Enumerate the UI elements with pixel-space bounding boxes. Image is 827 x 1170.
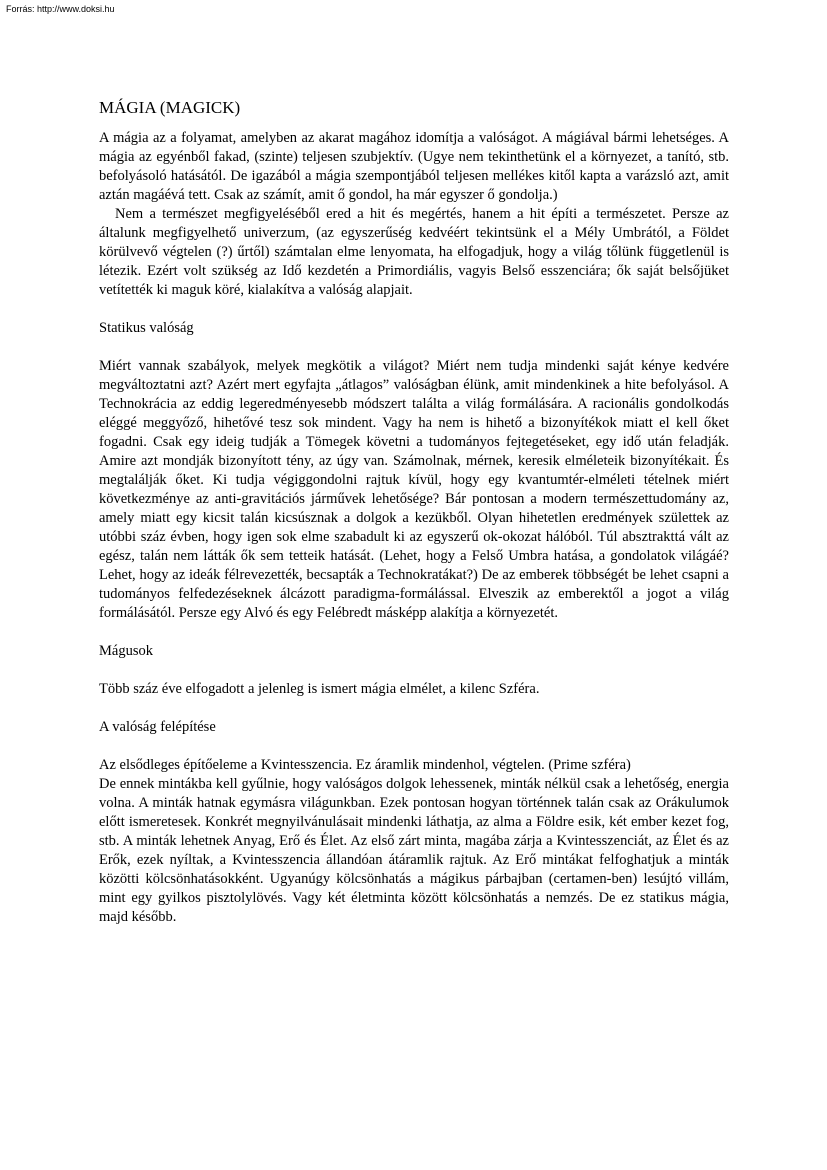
document-page <box>99 97 729 927</box>
mages-paragraph: Több száz éve elfogadott a jelenleg is ismert mágia elmélet, a kilenc Szféra. <box>99 681 540 697</box>
section-heading-static-reality: Statikus valóság <box>99 320 194 336</box>
intro-paragraph-2: Nem a természet megfigyeléséből ered a hit és megértés, hanem a hit építi a természetet. Persze az általunk megfigyelhető univerzum, (az egyszerűség kedvéért tekintsünk el a Mély Umbrától, a Földet körülvevő végtelen (?) űrtől) számtalan elme lenyomata, ha elfogadjuk, hogy a világ tőlünk függetlenül is létezik. Ezért volt szükség az Idő kezdetén a Primordiális, vagyis Belső esszenciára; ők saját belsőjüket vetítették ki maguk köré, kialakítva a valóság alapjait. <box>99 206 729 298</box>
intro-paragraph-1: A mágia az a folyamat, amelyben az akarat magához idomítja a valóságot. A mágiával bármi lehetséges. A mágia az egyénből fakad, (szinte) teljesen szubjektív. (Ugye nem tekinthetünk el a környezet, a tanító, stb. befolyásoló hatásától. De igazából a mágia szempontjából teljesen mellékes kitől kapta a varázsló azt, amit aztán magáévá tett. Csak az számít, amit ő gondol, ha már egyszer ő gondolja.) <box>99 130 729 203</box>
section-heading-reality-structure: A valóság felépítése <box>99 719 216 735</box>
section-heading-mages: Mágusok <box>99 643 153 659</box>
reality-structure-paragraph-2: De ennek mintákba kell gyűlnie, hogy valóságos dolgok lehessenek, minták nélkül csak a lehetőség, energia volna. A minták hatnak egymásra világunkban. Ezek pontosan hogyan történnek talán csak az Orákulumok előtt ismeretesek. Konkrét megnyilvánulásait mindenki láthatja, az alma a Földre esik, két ember kezet fog, stb. A minták lehetnek Anyag, Erő és Élet. Az első zárt minta, magába zárja a Kvintesszenciát, az Élet és az Erők, ezek nyíltak, a Kvintesszencia állandóan átáramlik rajtuk. Az Erő mintákat felfoghatjuk a minták közötti kölcsönhatásokként. Ugyanúgy kölcsönhatás a mágikus párbajban (certamen-ben) lesújtó villám, mint egy gyilkos pisztolylövés. Vagy két életminta között kölcsönhatás a nemzés. De ez statikus mágia, majd később. <box>99 776 729 925</box>
static-reality-paragraph: Miért vannak szabályok, melyek megkötik a világot? Miért nem tudja mindenki saját kénye kedvére megváltoztatni azt? Azért mert egyfajta „átlagos” valóságban élünk, amit mindenkinek a hite befolyásol. A Technokrácia az eddig legeredményesebb módszert találta a világ formálására. A racionális gondolkodás eléggé meggyőző, hihetővé tesz sok mindent. Vagy ha nem is hihető a bizonyítékok miatt el kell őket fogadni. Csak egy ideig tudják a Tömegek követni a tudományos fejtegetéseket, egy idő után feladják. Amire azt mondják bizonyított tény, az úgy van. Számolnak, mérnek, keresik elméleteik bizonyítékait. És megtalálják őket. Ki tudja végiggondolni rajtuk kívül, hogy egy kvantumtér-elméleti tételnek miért következménye az anti-gravitációs járművek lehetősége? Bár pontosan a modern természettudomány az, amely miatt egy kicsit talán kicsúsznak a dolgok a kezükből. Olyan hihetetlen eredmények születtek az utóbbi száz évben, hogy igen sok elme szabadult ki az egyszerű ok-okozat hálóból. Túl absztrakttá vált az egész, talán nem látták ők sem tetteik hatását. (Lehet, hogy a Felső Umbra hatása, a gondolatok világáé? Lehet, hogy az ideák félrevezették, becsapták a Technokratákat?) De az emberek többségét be lehet csapni a tudományos felfedezéseknek álcázott paradigma-formálással. Elveszik az emberektől a jogot a világ formálásától. Persze egy Alvó és egy Felébredt másképp alakítja a környezetét. <box>99 358 729 621</box>
source-line: Forrás: http://www.doksi.hu <box>6 4 115 14</box>
reality-structure-paragraph-1: Az elsődleges építőeleme a Kvintesszencia. Ez áramlik mindenhol, végtelen. (Prime szféra) <box>99 757 631 773</box>
page-title: MÁGIA (MAGICK) <box>99 98 241 117</box>
